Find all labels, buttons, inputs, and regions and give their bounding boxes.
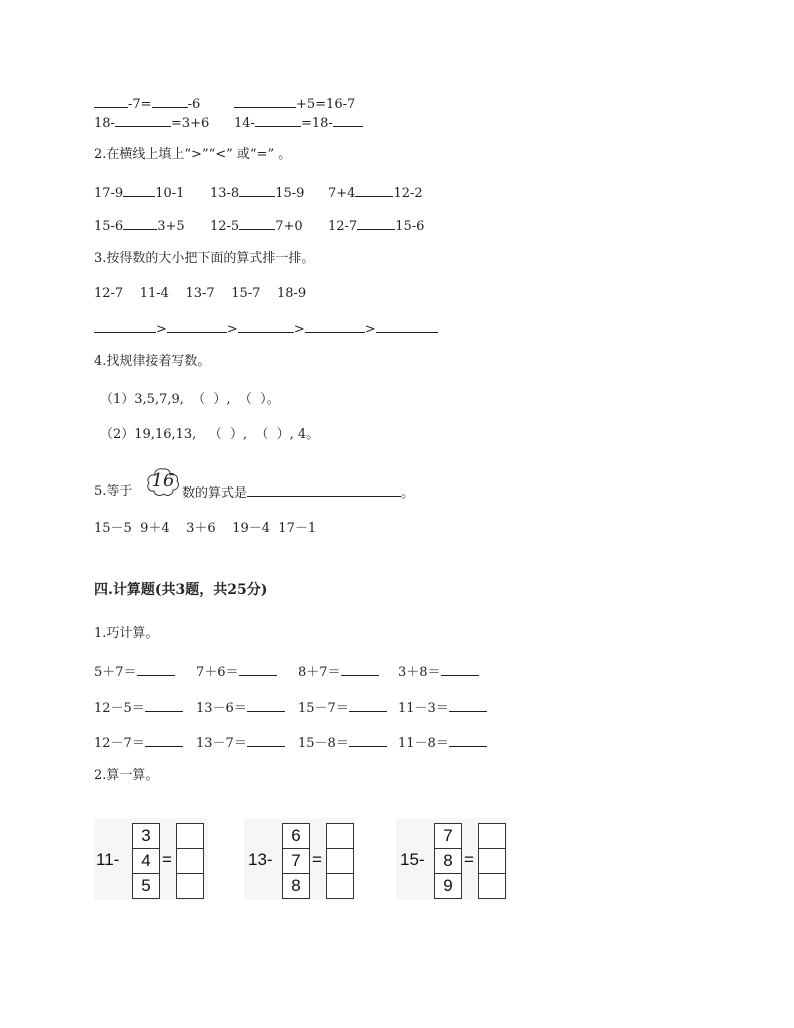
blank[interactable]	[167, 320, 227, 333]
answer-blank[interactable]	[449, 699, 487, 712]
calc-item	[196, 663, 277, 681]
subtrahend-cell: 6	[283, 824, 309, 849]
answer-blank[interactable]	[247, 734, 285, 747]
q3-order-row: > > > >	[94, 320, 438, 338]
flower-badge	[146, 467, 180, 497]
calc-item	[196, 699, 285, 717]
answer-column	[478, 823, 506, 899]
calc-item	[94, 734, 183, 752]
q4-title: 4.找规律接着写数。	[94, 354, 211, 369]
subtrahend-cell: 8	[435, 849, 461, 874]
subtrahend-cell: 7	[435, 824, 461, 849]
calc-minuend-label: 15-	[400, 850, 425, 869]
answer-blank[interactable]	[239, 663, 277, 676]
fill-row-1: -7= -6	[94, 95, 200, 113]
answer-blank[interactable]	[449, 734, 487, 747]
q2-row-2b: 12-5 7+0	[210, 219, 303, 234]
calc-item	[398, 734, 487, 752]
calc-item	[298, 699, 387, 717]
subtrahend-cell: 4	[133, 849, 159, 874]
answer-cell[interactable]	[177, 849, 203, 874]
badge-number: 16	[151, 470, 175, 491]
subtrahend-cell: 7	[283, 849, 309, 874]
calc-item	[298, 734, 387, 752]
calc-expression: 7＋6＝	[196, 665, 239, 680]
subtrahend-column	[282, 823, 310, 899]
calc-expression: 15－8＝	[298, 736, 349, 751]
answer-cell[interactable]	[479, 849, 505, 874]
calc-expression: 13－7＝	[196, 736, 247, 751]
subtrahend-cell: 5	[141, 876, 151, 895]
equals-sign: =	[162, 850, 172, 869]
section-heading: 四.计算题(共3题，共25分)	[94, 582, 268, 598]
equals-sign: =	[464, 850, 474, 869]
blank[interactable]	[238, 320, 294, 333]
calc-expression: 15－7＝	[298, 701, 349, 716]
answer-cell[interactable]	[327, 874, 353, 898]
fill-row-2: 18- =3+6	[94, 116, 210, 131]
calc-expression: 5＋7＝	[94, 665, 137, 680]
q2-row-1c: 7+4 12-2	[328, 186, 423, 201]
answer-blank[interactable]	[145, 734, 183, 747]
answer-cell[interactable]	[177, 824, 203, 849]
calc-expression: 13－6＝	[196, 701, 247, 716]
answer-cell[interactable]	[177, 874, 203, 898]
blank[interactable]	[357, 217, 395, 230]
blank[interactable]	[255, 114, 301, 127]
subtrahend-column	[132, 823, 160, 899]
q2-row-1: 17-9 10-1	[94, 186, 185, 201]
answer-blank[interactable]	[247, 699, 285, 712]
fill-row-1b: +5=16-7	[234, 95, 355, 113]
blank[interactable]	[355, 184, 393, 197]
q5-items: 15－5 9＋4 3＋6 19－4 17－1	[94, 521, 317, 536]
calc-expression: 11－8＝	[398, 736, 449, 751]
calc-expression: 12－5＝	[94, 701, 145, 716]
q4-row-2: （2）19,16,13, （ ）, （ ）, 4。	[100, 427, 320, 442]
q4-row-1: （1）3,5,7,9, （ ）, （ ）。	[100, 392, 280, 407]
calc-minuend-label: 11-	[96, 850, 120, 869]
calc-minuend-label: 13-	[248, 850, 273, 869]
answer-column	[176, 823, 204, 899]
answer-blank[interactable]	[145, 699, 183, 712]
blank[interactable]	[94, 320, 156, 333]
blank[interactable]	[152, 95, 188, 108]
q2-row-2c: 12-7 15-6	[328, 219, 425, 234]
calc-item	[298, 663, 379, 681]
calc-expression: 8＋7＝	[298, 665, 341, 680]
q5-prefix: 5.等于	[94, 484, 133, 499]
q2-row-1b: 13-8 15-9	[210, 186, 305, 201]
blank[interactable]	[94, 95, 128, 108]
blank[interactable]	[234, 95, 296, 108]
equals-sign: =	[312, 850, 322, 869]
q2-row-2: 15-6 3+5	[94, 219, 185, 234]
calc-item	[94, 699, 183, 717]
answer-cell[interactable]	[479, 874, 505, 898]
blank[interactable]	[376, 320, 438, 333]
calc-q2-title: 2.算一算。	[94, 768, 159, 783]
answer-blank[interactable]	[137, 663, 175, 676]
calc-expression: 12－7＝	[94, 736, 145, 751]
q5-suffix: 数的算式是 。	[182, 486, 415, 501]
answer-cell[interactable]	[479, 824, 505, 849]
calc-item	[196, 734, 285, 752]
calc-q1-title: 1.巧计算。	[94, 626, 159, 641]
calc-item	[94, 663, 175, 681]
blank[interactable]	[123, 217, 157, 230]
q3-title: 3.按得数的大小把下面的算式排一排。	[94, 251, 315, 266]
answer-blank[interactable]	[341, 663, 379, 676]
subtrahend-column	[434, 823, 462, 899]
answer-cell[interactable]	[327, 849, 353, 874]
q3-items: 12-7 11-4 13-7 15-7 18-9	[94, 286, 307, 301]
answer-blank[interactable]	[349, 734, 387, 747]
fill-row-2b: 14- =18-	[234, 114, 363, 132]
blank[interactable]	[115, 114, 171, 127]
answer-cell[interactable]	[327, 824, 353, 849]
blank[interactable]	[123, 184, 155, 197]
answer-blank[interactable]	[349, 699, 387, 712]
blank[interactable]	[305, 320, 365, 333]
subtrahend-cell: 8	[291, 876, 301, 895]
answer-column	[326, 823, 354, 899]
calc-item	[398, 699, 487, 717]
blank[interactable]	[239, 184, 275, 197]
calc-expression: 3＋8＝	[398, 665, 441, 680]
q2-title: 2.在横线上填上“>”“<” 或“=” 。	[94, 147, 292, 162]
blank[interactable]	[333, 114, 363, 127]
answer-blank[interactable]	[441, 663, 479, 676]
subtrahend-cell: 3	[133, 824, 159, 849]
calc-expression: 11－3＝	[398, 701, 449, 716]
subtrahend-cell: 9	[443, 876, 453, 895]
calc-item	[398, 663, 479, 681]
blank[interactable]	[239, 217, 275, 230]
blank[interactable]	[247, 484, 401, 497]
